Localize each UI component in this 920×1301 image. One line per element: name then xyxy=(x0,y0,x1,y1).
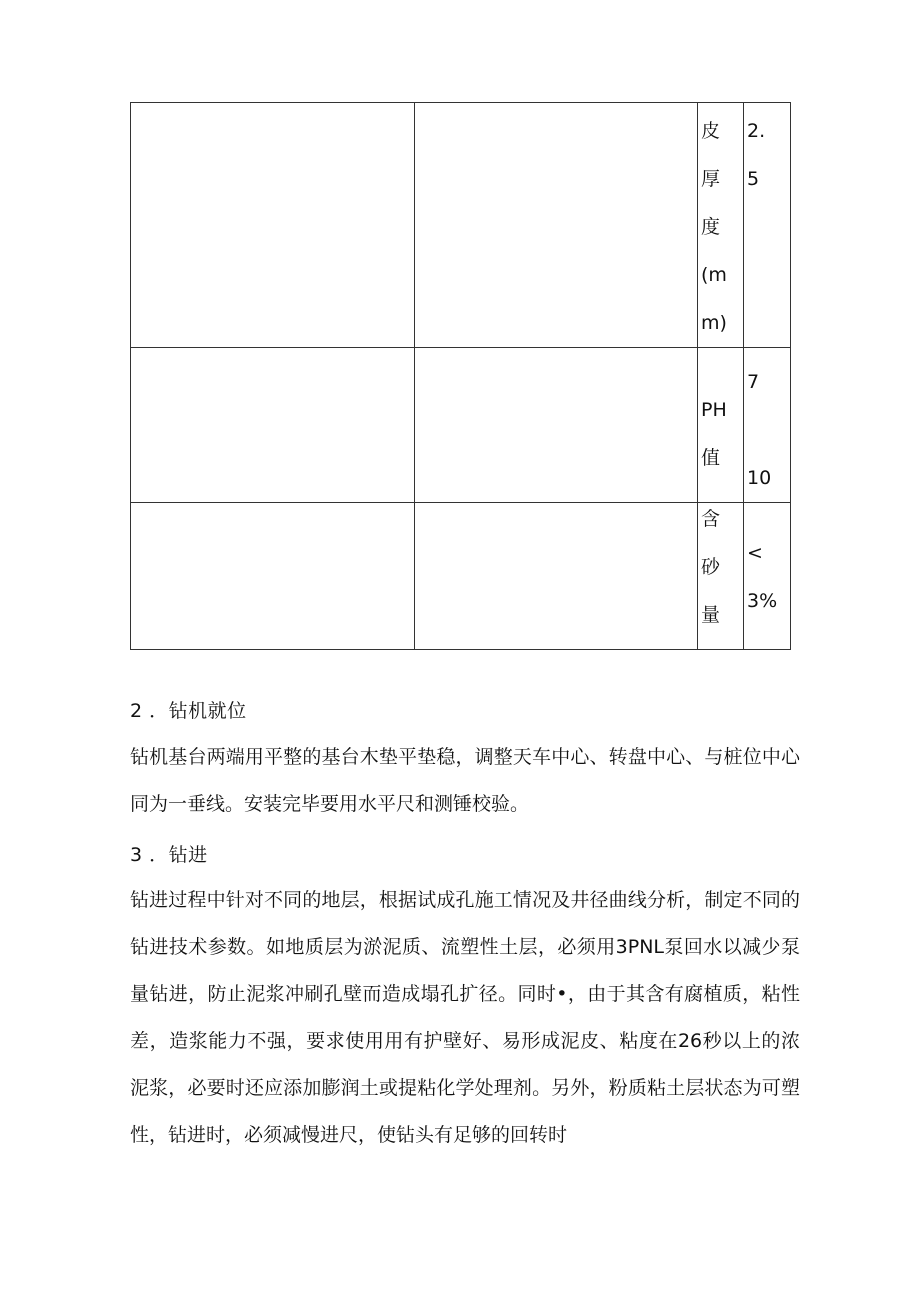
parameter-label-cell xyxy=(698,348,744,503)
table-cell xyxy=(131,503,415,650)
section-2-body: 钻机基台两端用平整的基台木垫平垫稳，调整天车中心、转盘中心、与桩位中心同为一垂线。安装完毕要用水平尺和测锤校验。 xyxy=(130,746,800,815)
table-row xyxy=(131,503,791,650)
parameter-value-cell xyxy=(744,503,791,650)
section-3-body: 钻进过程中针对不同的地层，根据试成孔施工情况及井径曲线分析，制定不同的钻进技术参数。如地质层为淤泥质、流塑性土层，必须用3PNL泵回水以减少泵量钻进，防止泥浆冲刷孔壁而造成塌孔扩径。同时•，由于其含有腐植质，粘性差，造浆能力不强，要求使用用有护壁好、易形成泥皮、粘度在26秒以上的浓泥浆，必要时还应添加膨润土或提粘化学处理剂。另外，粉质粘土层状态为可塑性，钻进时，必须减慢进尺，使钻头有足够的回转时 xyxy=(130,889,800,1146)
parameter-value-cell xyxy=(744,348,791,503)
parameter-label: 皮 厚 度 (m m) xyxy=(701,120,727,334)
parameter-label: 含 砂 量 xyxy=(701,508,721,626)
table-cell xyxy=(415,348,698,503)
table-cell xyxy=(415,503,698,650)
section-3-heading: 3 ．钻进 xyxy=(130,844,208,866)
section-2-heading: 2 ．钻机就位 xyxy=(130,700,247,722)
parameter-value: 2. 5 xyxy=(747,120,766,190)
table-cell xyxy=(415,103,698,348)
parameter-label-cell xyxy=(698,503,744,650)
mud-parameter-table xyxy=(130,102,791,650)
parameter-label: PH 值 xyxy=(701,399,727,469)
parameter-label-cell xyxy=(698,103,744,348)
table-cell xyxy=(131,348,415,503)
parameter-value: < 3% xyxy=(747,542,778,612)
table-row xyxy=(131,348,791,503)
parameter-value: 7 10 xyxy=(747,371,772,489)
parameter-value-cell xyxy=(744,103,791,348)
table-row xyxy=(131,103,791,348)
table-cell xyxy=(131,103,415,348)
